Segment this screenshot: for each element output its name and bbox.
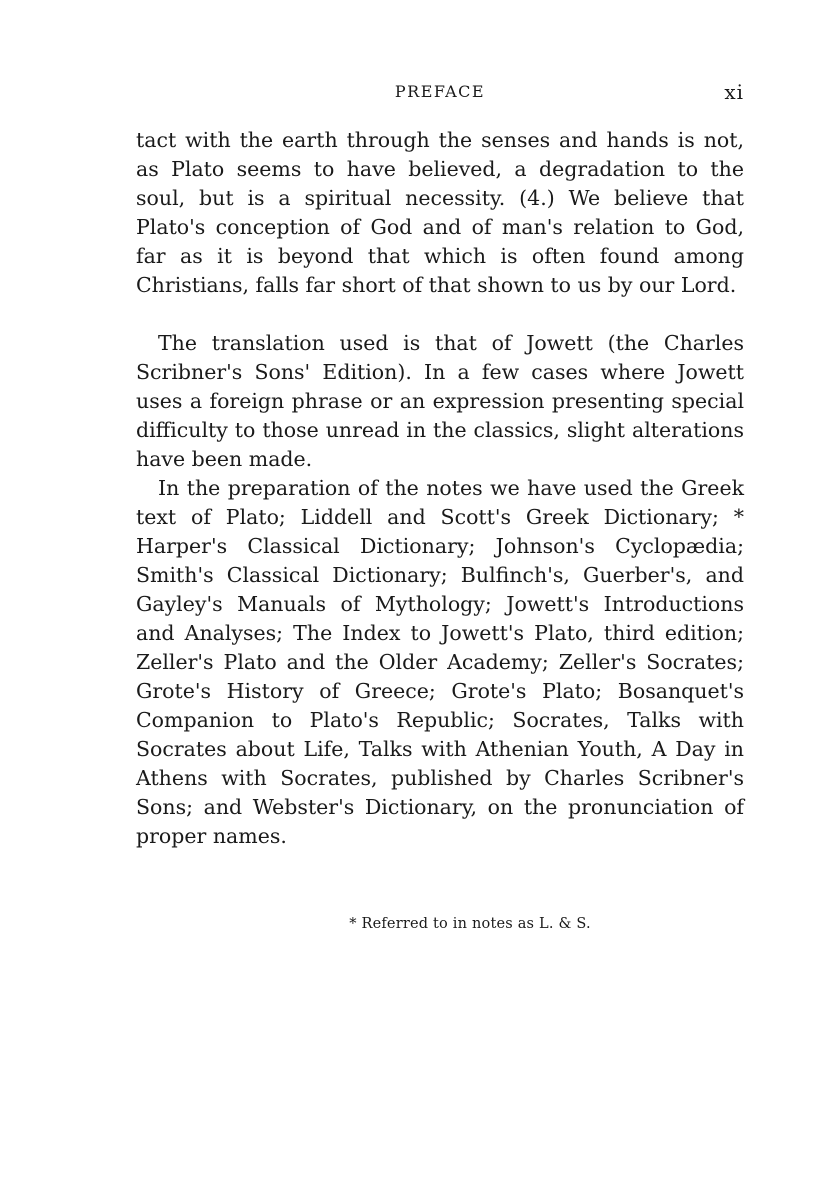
running-head [136,80,744,104]
body-text [136,126,744,851]
footnote: * Referred to in notes as L. & S. [349,916,591,932]
page-number: xi [724,80,744,104]
page-header-title: PREFACE [394,82,486,101]
paragraph-continuation: tact with the earth through the senses and hands is not, as Plato seems to have believed, a degradation to the soul, but is a spiritual necessity. (4.) We believe that Plato's conception of God and of man's relation to God, far as it is beyond that which is often found among Christians, falls far short of that shown to us by our Lord. [136,128,744,297]
paragraph-translation: The translation used is that of Jowett (the Charles Scribner's Sons' Edition). In a few cases where Jowett uses a foreign phrase or an expression presenting special difficulty to those unread in the classics, slight alterations have been made. [136,331,744,471]
paragraph-notes-sources: In the preparation of the notes we have used the Greek text of Plato; Liddell and Scott's Greek Dictionary; * Harper's Classical Dictionary; Johnson's Cyclopædia; Smith's Classical Dictionary; Bulfinch's, Guerber's, and Gayley's Manuals of Mythology; Jowett's Introductions and Analyses; The Index to Jowett's Plato, third edition; Zeller's Plato and the Older Academy; Zeller's Socrates; Grote's History of Greece; Grote's Plato; Bosanquet's Companion to Plato's Republic; Socrates, Talks with Socrates about Life, Talks with Athenian Youth, A Day in Athens with Socrates, published by Charles Scribner's Sons; and Webster's Dictionary, on the pronunciation of proper names. [136,476,744,848]
